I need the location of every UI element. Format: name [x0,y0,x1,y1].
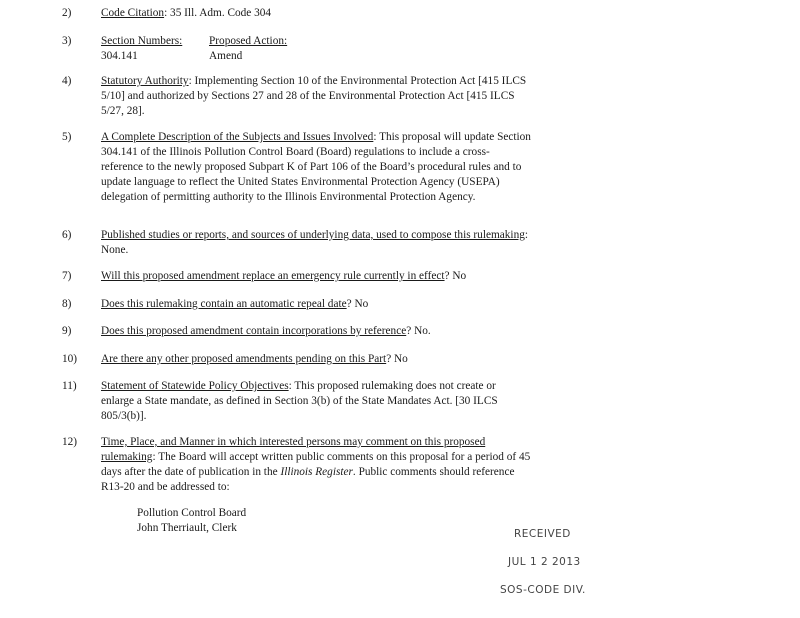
address-line-2: John Therriault, Clerk [137,522,237,534]
item-number: 7) [62,270,72,282]
item-text: : None. [101,229,529,256]
item-text: : Implementing Section 10 of the Environmental Protection Act [415 ILCS 5/10] and authorized by Sections 27 and 28 of the Environmental Protection Act [415 ILCS 5/27, 28]. [101,75,527,117]
item-label: Are there any other proposed amendments pending on this Part [101,353,387,365]
item-number: 12) [62,436,78,448]
item-body [101,435,531,495]
item-text: ? No [444,270,467,282]
item-label: Time, Place, and Manner in which interested persons may comment on this proposed rulemaking [101,436,486,463]
item-number: 2) [62,7,72,19]
item-text: : This proposed rulemaking does not create or enlarge a State mandate, as defined in Section 3(b) of the State Mandates Act. [30 ILCS 805/3(b)]. [101,380,498,422]
item-number: 8) [62,298,72,310]
item-body [101,34,531,64]
item-number: 4) [62,75,72,87]
item-label: Published studies or reports, and sources of underlying data, used to compose this rulemaking [101,229,525,241]
stamp-date: JUL 1 2 2013 [508,556,581,568]
item-body [101,352,531,367]
item-number: 10) [62,353,78,365]
item-text: : This proposal will update Section 304.141 of the Illinois Pollution Control Board (Board) regulations to include a cross-reference to the newly proposed Subpart K of Part 106 of the Board’s procedural rules and to update language to reflect the United States Environmental Protection Agency (USEPA) delegation of permitting authority to the Illinois Environmental Protection Agency. [101,131,531,203]
item-text-italic: Illinois Register [280,466,353,478]
item-number: 5) [62,131,72,143]
stamp-division: SOS-CODE DIV. [500,584,586,596]
item-label: Does this rulemaking contain an automatic repeal date [101,298,347,310]
proposed-action-value: Amend [209,50,243,62]
item-label: Code Citation [101,7,165,19]
item-body [101,74,531,119]
item-number: 11) [62,380,77,392]
item-body [101,269,531,284]
item-number: 9) [62,325,72,337]
item-body [101,228,531,258]
item-text: ? No [346,298,369,310]
item-label: Does this proposed amendment contain incorporations by reference [101,325,407,337]
item-text: ? No. [406,325,431,337]
item-body [101,379,531,424]
proposed-action-label: Proposed Action: [209,35,288,47]
item-label: Will this proposed amendment replace an emergency rule currently in effect [101,270,445,282]
item-body [101,130,531,205]
item-text: : The Board will accept written public comments on this proposal for a period of 45 days after the date of publication in the [101,451,531,478]
item-label: Statement of Statewide Policy Objectives [101,380,289,392]
section-numbers-value: 304.141 [101,50,138,62]
item-text: ? No [386,353,408,365]
item-text: : 35 Ill. Adm. Code 304 [164,7,272,19]
item-text-continued: . Public comments should reference R13-20 and be addressed to: [101,466,515,493]
item-label: Statutory Authority [101,75,189,87]
item-body [101,324,531,339]
address-line-1: Pollution Control Board [137,507,247,519]
address-block [137,506,246,536]
proposed-action-column [209,34,317,64]
section-numbers-column [101,34,209,64]
item-number: 6) [62,229,72,241]
stamp-received: RECEIVED [514,528,571,540]
item-number: 3) [62,35,72,47]
section-numbers-label: Section Numbers: [101,35,183,47]
item-label: A Complete Description of the Subjects and Issues Involved [101,131,374,143]
item-body [101,297,531,312]
item-body [101,6,531,21]
